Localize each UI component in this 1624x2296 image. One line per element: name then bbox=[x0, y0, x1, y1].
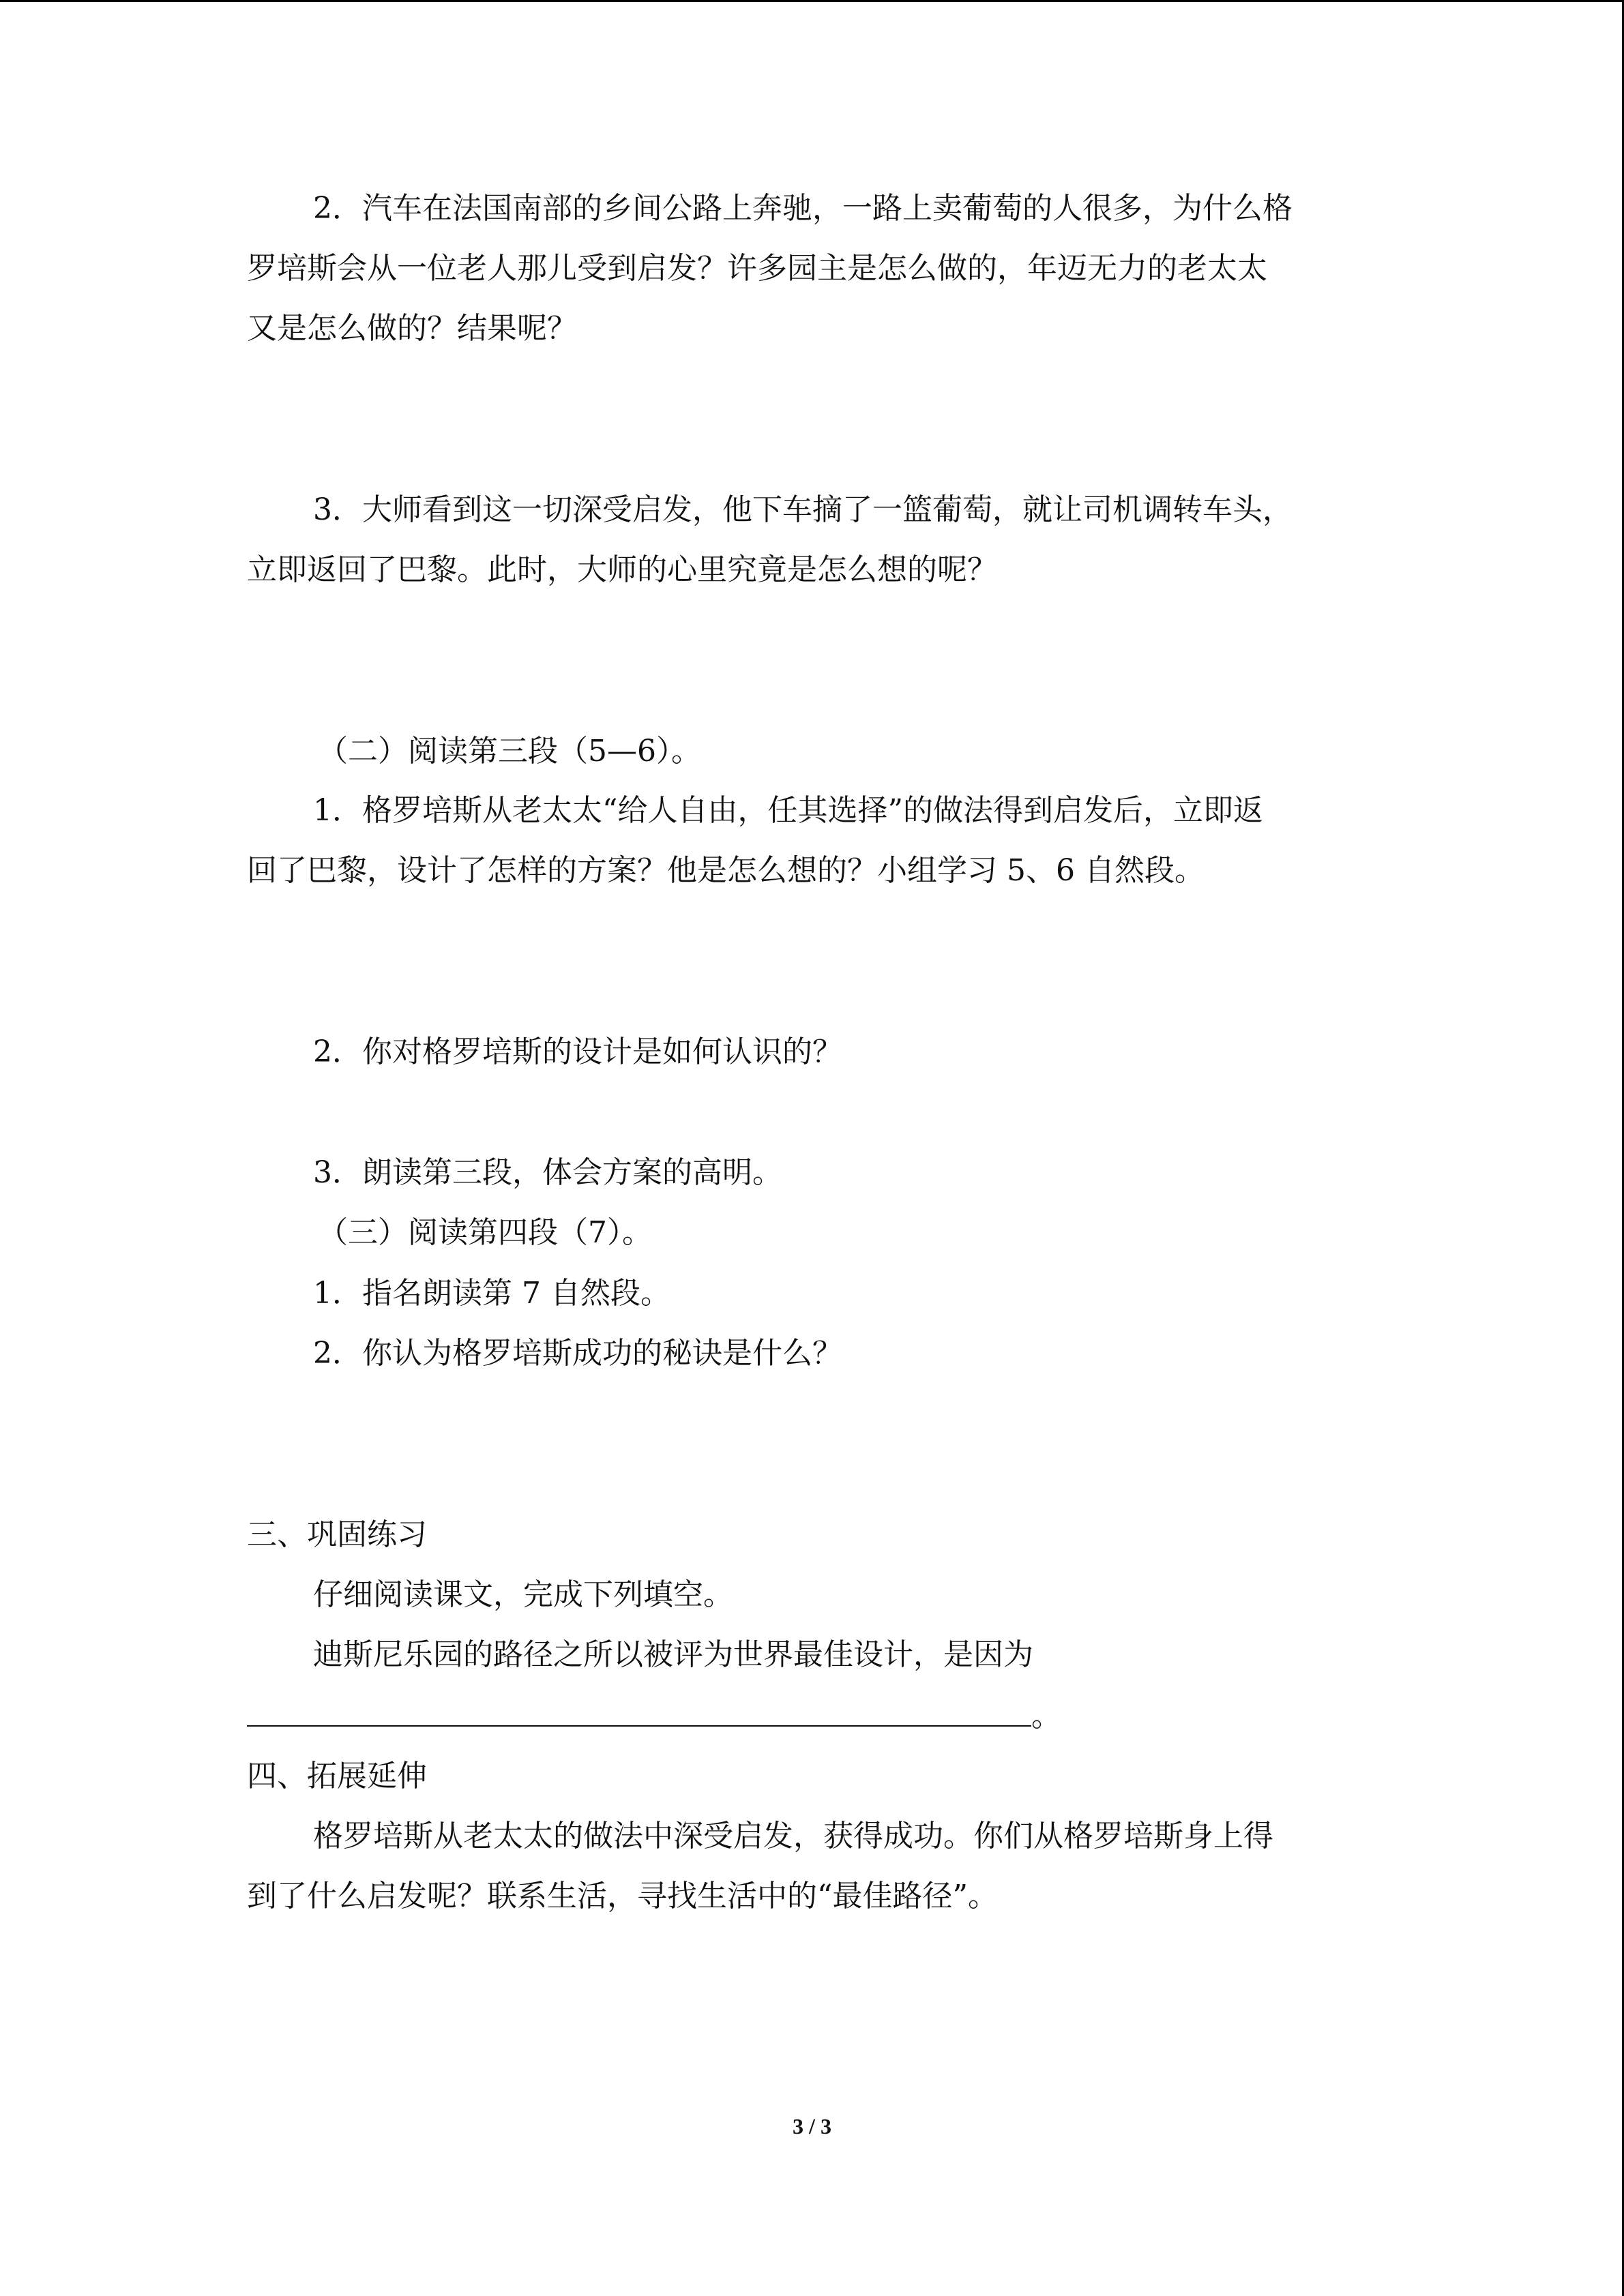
question-2-line-3: 又是怎么做的？结果呢？ bbox=[247, 311, 577, 346]
question-3-line-2: 立即返回了巴黎。此时，大师的心里究竟是怎么想的呢？ bbox=[247, 552, 997, 587]
part-three-question-2: 2．你认为格罗培斯成功的秘诀是什么？ bbox=[313, 1336, 842, 1371]
extension-line-1: 格罗培斯从老太太的做法中深受启发，获得成功。你们从格罗培斯身上得 bbox=[313, 1819, 1273, 1853]
extension-heading: 四、拓展延伸 bbox=[247, 1759, 427, 1793]
part-three-question-1: 1．指名朗读第 7 自然段。 bbox=[313, 1276, 670, 1311]
question-2-line-1: 2．汽车在法国南部的乡间公路上奔驰，一路上卖葡萄的人很多，为什么格 bbox=[313, 191, 1293, 226]
consolidation-instruction: 仔细阅读课文，完成下列填空。 bbox=[313, 1577, 733, 1612]
blank-end-punctuation: 。 bbox=[1031, 1699, 1061, 1733]
consolidation-heading: 三、巩固练习 bbox=[247, 1517, 427, 1552]
extension-line-2: 到了什么启发呢？联系生活，寻找生活中的“最佳路径”。 bbox=[247, 1879, 998, 1913]
question-3-line-1: 3．大师看到这一切深受启发，他下车摘了一篮葡萄，就让司机调转车头， bbox=[313, 492, 1293, 527]
part-two-question-2: 2．你对格罗培斯的设计是如何认识的？ bbox=[313, 1034, 842, 1069]
part-two-question-1-line-1: 1．格罗培斯从老太太“给人自由，任其选择”的做法得到启发后，立即返 bbox=[313, 793, 1263, 828]
part-two-question-1-line-2: 回了巴黎，设计了怎样的方案？他是怎么想的？小组学习 5、6 自然段。 bbox=[247, 853, 1205, 888]
consolidation-prompt: 迪斯尼乐园的路径之所以被评为世界最佳设计，是因为 bbox=[313, 1637, 1033, 1672]
part-three-heading: （三）阅读第四段（7）。 bbox=[318, 1215, 652, 1250]
question-2-line-2: 罗培斯会从一位老人那儿受到启发？许多园主是怎么做的，年迈无力的老太太 bbox=[247, 251, 1267, 286]
answer-blank-line[interactable] bbox=[247, 1725, 1031, 1727]
page-number: 3 / 3 bbox=[793, 2114, 831, 2138]
part-two-question-3: 3．朗读第三段，体会方案的高明。 bbox=[313, 1155, 782, 1190]
part-two-heading: （二）阅读第三段（5—6）。 bbox=[318, 734, 701, 769]
